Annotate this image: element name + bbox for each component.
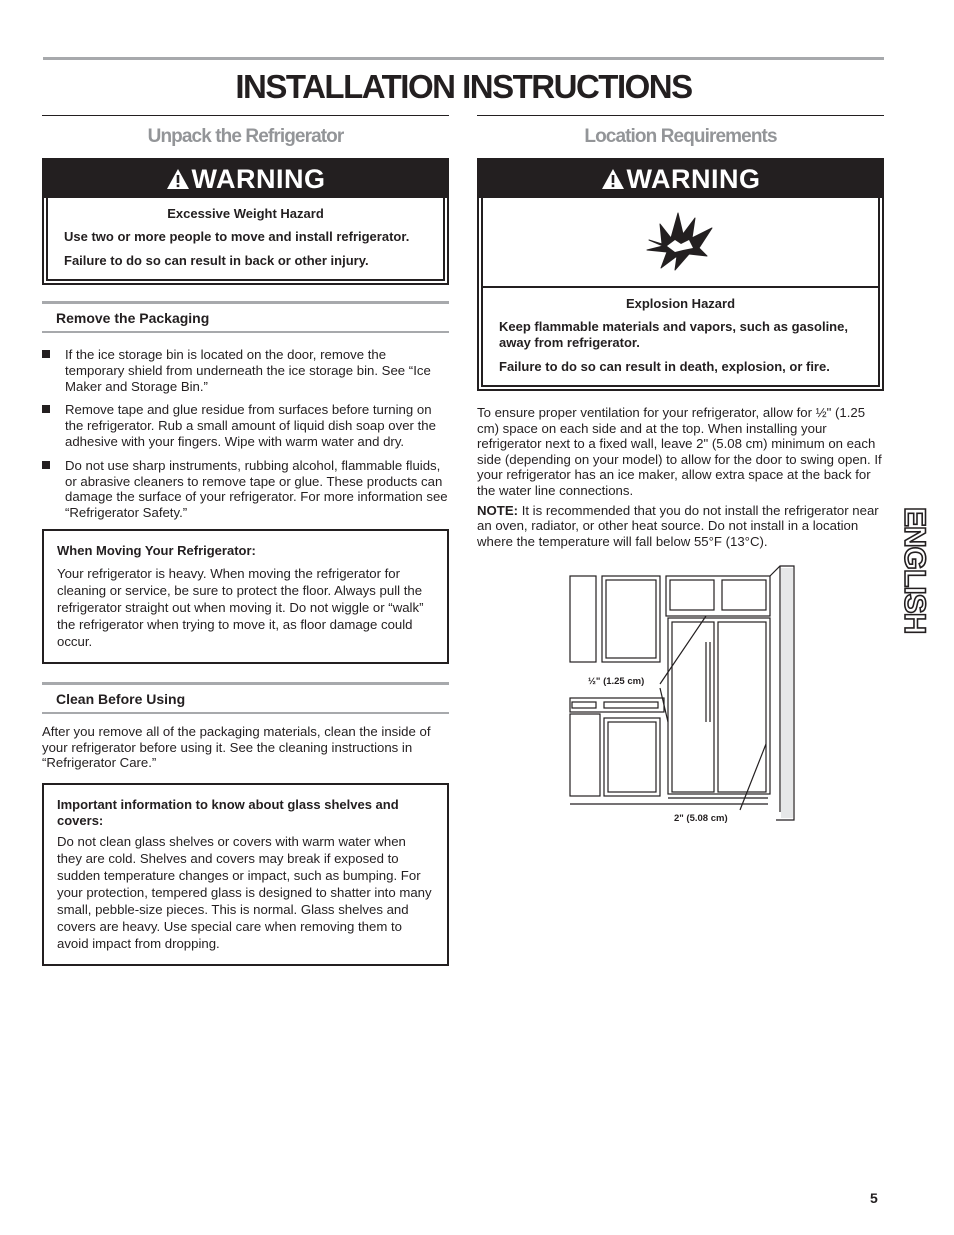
- list-item: Remove tape and glue residue from surfaces before turning on the refrigerator. Rub a small amount of liquid dish soap over the adhesive with your fingers. Wipe with warm water and dry.: [42, 402, 449, 449]
- hazard-title: Excessive Weight Hazard: [167, 206, 324, 221]
- packaging-bullet-list: [42, 347, 449, 521]
- explosion-icon: [645, 210, 717, 274]
- square-bullet-icon: [42, 350, 50, 358]
- subheading-rule: [42, 712, 449, 714]
- half-inch-label: ½" (1.25 cm): [588, 676, 645, 687]
- moving-info-title: When Moving Your Refrigerator:: [57, 542, 256, 558]
- list-item: Do not use sharp instruments, rubbing alcohol, flammable fluids, or abrasive cleaners to remove tape or glue. These products can damage the surface of your refrigerator. For more information see “Refrigerator Safety.”: [42, 458, 449, 521]
- subheading-rule: [42, 331, 449, 333]
- section-title-unpack: Unpack the Refrigerator: [147, 126, 344, 147]
- english-side-tab: [894, 505, 934, 635]
- glass-info-box: [42, 783, 449, 966]
- warning-body: [46, 198, 445, 281]
- warning-line: Failure to do so can result in back or other injury.: [64, 253, 369, 268]
- left-column: [42, 115, 449, 966]
- clean-body: After you remove all of the packaging materials, clean the inside of your refrigerator before using it. See the cleaning instructions in “Refrigerator Care.”: [42, 723, 431, 771]
- list-item: If the ice storage bin is located on the door, remove the temporary shield from underneath the ice storage bin. See “Ice Maker and Storage Bin.”: [42, 347, 449, 394]
- note-paragraph: [477, 503, 884, 550]
- warning-line: Use two or more people to move and install refrigerator.: [64, 229, 410, 244]
- ventilation-text: To ensure proper ventilation for your refrigerator, allow for ½" (1.25 cm) space on each side and at the top. When installing your refrigerator next to a fixed wall, leave 2" (5.08 cm) minimum on each side (depending on your model) to allow for the door to swing open. If your refrigerator has an ice maker, allow extra space at the back for the water line connections.: [477, 405, 882, 498]
- square-bullet-icon: [42, 461, 50, 469]
- warning-body: [481, 288, 880, 387]
- english-tab-text: ENGLISH: [898, 507, 931, 634]
- explosion-icon-panel: [481, 198, 880, 288]
- explosion-warning-box: [477, 158, 884, 391]
- clean-heading: Clean Before Using: [56, 690, 186, 707]
- two-inch-label: 2" (5.08 cm): [674, 813, 728, 824]
- warning-label: WARNING: [191, 164, 326, 194]
- warning-header: [479, 160, 882, 198]
- warning-header: [44, 160, 447, 198]
- weight-warning-box: [42, 158, 449, 285]
- warning-line: Failure to do so can result in death, explosion, or fire.: [499, 359, 830, 374]
- square-bullet-icon: [42, 405, 50, 413]
- note-text: It is recommended that you do not install the refrigerator near an oven, radiator, or other heat source. Do not install in a location where the temperature will fall below 55°F (13°C).: [477, 502, 879, 549]
- clearance-diagram: [568, 562, 800, 827]
- moving-info-box: [42, 529, 449, 664]
- moving-info-body: Your refrigerator is heavy. When moving the refrigerator for cleaning or service, be sure to protect the floor. Always pull the refrigerator straight out when moving it. Do not wiggle or “walk” the refrigerator when trying to move it, as floor damage could occur.: [57, 565, 424, 649]
- warning-label: WARNING: [626, 164, 761, 194]
- warning-triangle-icon: [166, 162, 190, 200]
- glass-info-body: Do not clean glass shelves or covers with warm water when they are cold. Shelves and covers may break if exposed to sudden temperature changes or impact, such as bumping. For your protection, tempered glass is designed to shatter into many small, pebble-size pieces. This is normal. Glass shelves and covers are heavy. Use special care when removing them to avoid impact from dropping.: [57, 833, 432, 951]
- note-label: NOTE:: [477, 502, 519, 518]
- warning-triangle-icon: [601, 162, 625, 200]
- glass-info-title: Important information to know about glass shelves and covers:: [57, 796, 399, 828]
- section-title-location: Location Requirements: [584, 126, 777, 147]
- hazard-title: Explosion Hazard: [625, 296, 736, 311]
- section-rule: [477, 115, 884, 116]
- page-number: 5: [870, 1190, 878, 1206]
- right-column: [477, 115, 884, 549]
- top-rule: [43, 57, 884, 60]
- remove-packaging-heading: Remove the Packaging: [56, 310, 210, 326]
- warning-line: Keep flammable materials and vapors, such as gasoline, away from refrigerator.: [499, 319, 848, 350]
- section-rule: [42, 115, 449, 116]
- page-title: INSTALLATION INSTRUCTIONS: [235, 68, 692, 105]
